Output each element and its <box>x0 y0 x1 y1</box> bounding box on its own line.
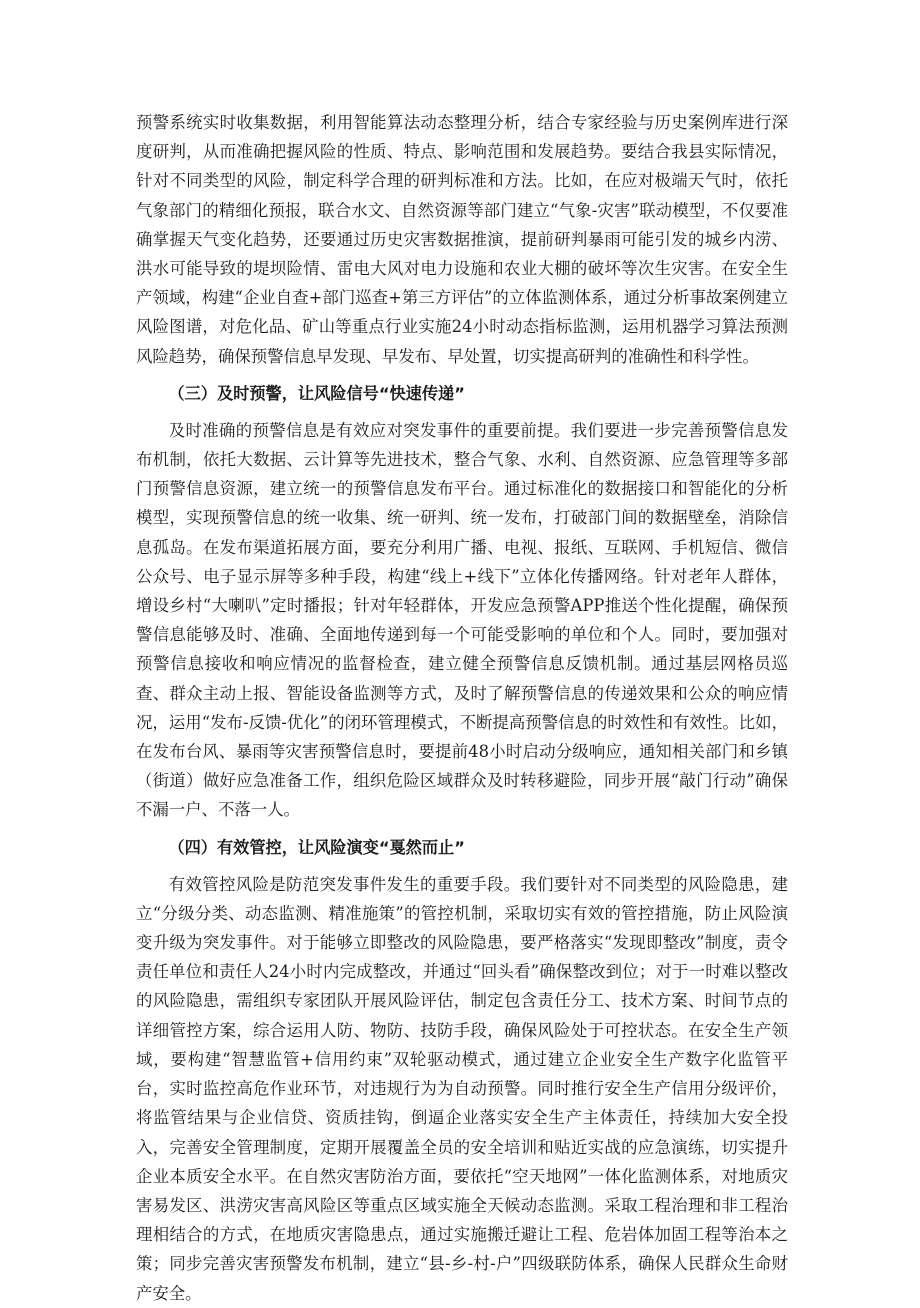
section-heading-3: （三）及时预警，让风险信号“快速传递” <box>168 383 465 403</box>
paragraph-section-3: 及时准确的预警信息是有效应对突发事件的重要前提。我们要进一步完善预警信息发布机制，依托大数据、云计算等先进技术，整合气象、水利、自然资源、应急管理等多部门预警信息资源，建立统一的预警信息发布平台。通过标准化的数据接口和智能化的分析模型，实现预警信息的统一收集、统一研判、统一发布，打破部门间的数据壁垒，消除信息孤岛。在发布渠道拓展方面，要充分利用广播、电视、报纸、互联网、手机短信、微信公众号、电子显示屏等多种手段，构建“线上+线下”立体化传播网络。针对老年人群体，增设乡村“大喇叭”定时播报；针对年轻群体，开发应急预警APP推送个性化提醒，确保预警信息能够及时、准确、全面地传递到每一个可能受影响的单位和个人。同时，要加强对预警信息接收和响应情况的监督检查，建立健全预警信息反馈机制。通过基层网格员巡查、群众主动上报、智能设备监测等方式，及时了解预警信息的传递效果和公众的响应情况，运用“发布-反馈-优化”的闭环管理模式，不断提高预警信息的时效性和有效性。比如，在发布台风、暴雨等灾害预警信息时，要提前48小时启动分级响应，通知相关部门和乡镇（街道）做好应急准备工作，组织危险区域群众及时转移避险，同步开展“敲门行动”确保不漏一户、不落一人。 <box>136 420 788 820</box>
section-heading-4: （四）有效管控，让风险演变“戛然而止” <box>168 837 465 857</box>
paragraph-continuation: 预警系统实时收集数据，利用智能算法动态整理分析，结合专家经验与历史案例库进行深度研判，从而准确把握风险的性质、特点、影响范围和发展趋势。要结合我县实际情况，针对不同类型的风险，制定科学合理的研判标准和方法。比如，在应对极端天气时，依托气象部门的精细化预报，联合水文、自然资源等部门建立“气象-灾害”联动模型，不仅要准确掌握天气变化趋势，还要通过历史灾害数据推演，提前研判暴雨可能引发的城乡内涝、洪水可能导致的堤坝险情、雷电大风对电力设施和农业大棚的破坏等次生灾害。在安全生产领域，构建“企业自查+部门巡查+第三方评估”的立体监测体系，通过分析事故案例建立风险图谱，对危化品、矿山等重点行业实施24小时动态指标监测，运用机器学习算法预测风险趋势，确保预警信息早发现、早发布、早处置，切实提高研判的准确性和科学性。 <box>136 113 788 366</box>
document-body <box>136 108 788 1308</box>
paragraph-section-4: 有效管控风险是防范突发事件发生的重要手段。我们要针对不同类型的风险隐患，建立“分级分类、动态监测、精准施策”的管控机制，采取切实有效的管控措施，防止风险演变升级为突发事件。对于能够立即整改的风险隐患，要严格落实“发现即整改”制度，责令责任单位和责任人24小时内完成整改，并通过“回头看”确保整改到位；对于一时难以整改的风险隐患，需组织专家团队开展风险评估，制定包含责任分工、技术方案、时间节点的详细管控方案，综合运用人防、物防、技防手段，确保风险处于可控状态。在安全生产领域，要构建“智慧监管+信用约束”双轮驱动模式，通过建立企业安全生产数字化监管平台，实时监控高危作业环节，对违规行为为自动预警。同时推行安全生产信用分级评价，将监管结果与企业信贷、资质挂钩，倒逼企业落实安全生产主体责任，持续加大安全投入，完善安全管理制度，定期开展覆盖全员的安全培训和贴近实战的应急演练，切实提升企业本质安全水平。在自然灾害防治方面，要依托“空天地网”一体化监测体系，对地质灾害易发区、洪涝灾害高风险区等重点区域实施全天候动态监测。采取工程治理和非工程治理相结合的方式，在地质灾害隐患点，通过实施搬迁避让工程、危岩体加固工程等治本之策；同步完善灾害预警发布机制，建立“县-乡-村-户”四级联防体系，确保人民群众生命财产安全。 <box>136 874 788 1303</box>
